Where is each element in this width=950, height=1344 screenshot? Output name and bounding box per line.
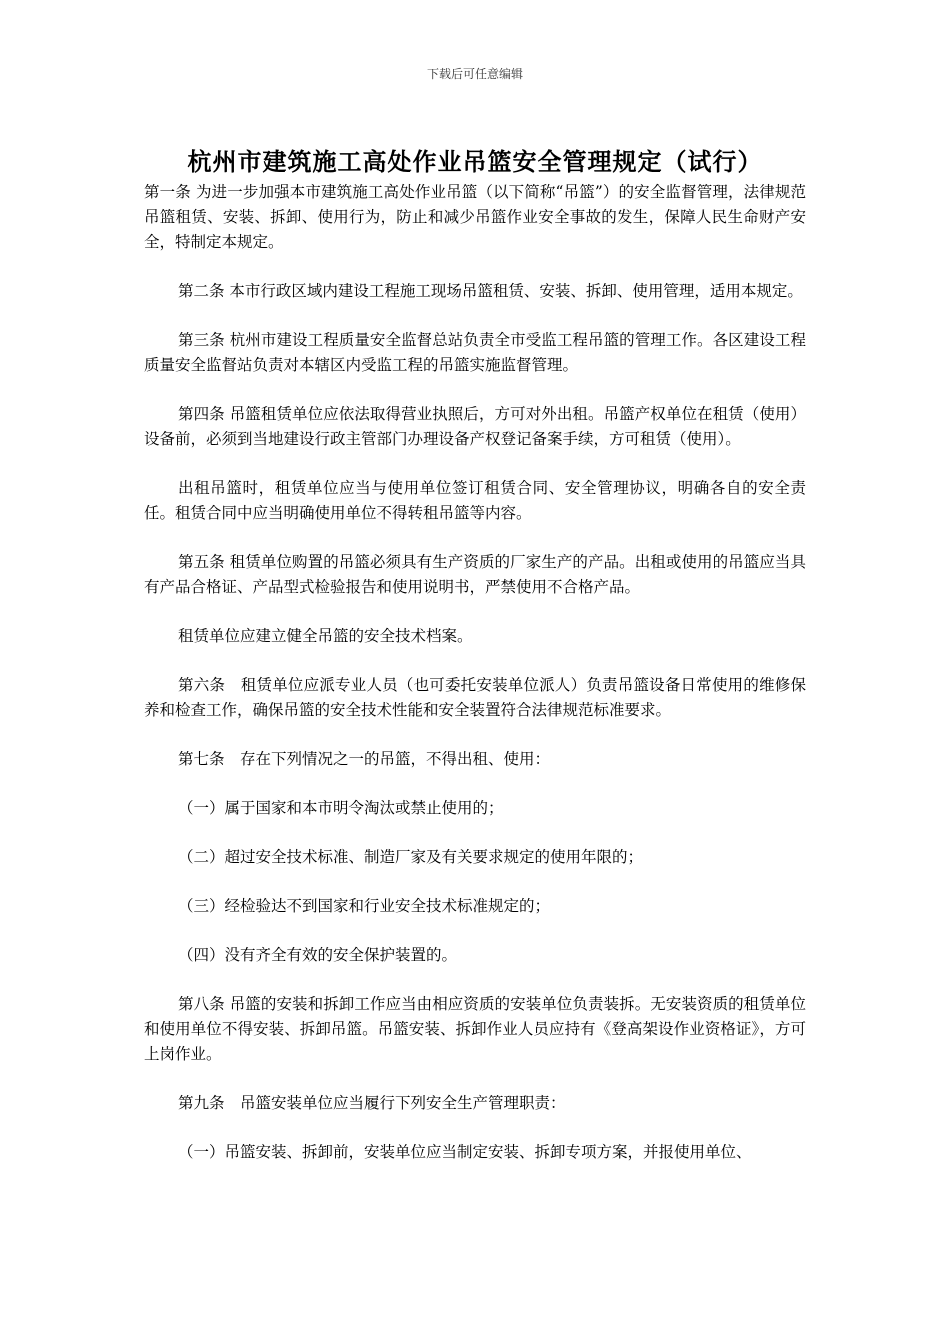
article-3: 第三条 杭州市建设工程质量安全监督总站负责全市受监工程吊篮的管理工作。各区建设工程质量安全监督站负责对本辖区内受监工程的吊篮实施监督管理。 — [144, 331, 806, 374]
document-body — [144, 180, 806, 1165]
article-7-item-1: （一）属于国家和本市明令淘汰或禁止使用的； — [178, 799, 504, 817]
article-4: 第四条 吊篮租赁单位应依法取得营业执照后，方可对外出租。吊篮产权单位在租赁（使用）设备前，必须到当地建设行政主管部门办理设备产权登记备案手续，方可租赁（使用）。 — [144, 405, 806, 448]
article-5: 第五条 租赁单位购置的吊篮必须具有生产资质的厂家生产的产品。出租或使用的吊篮应当具有产品合格证、产品型式检验报告和使用说明书，严禁使用不合格产品。 — [144, 553, 806, 596]
article-9: 第九条 吊篮安装单位应当履行下列安全生产管理职责： — [178, 1094, 566, 1112]
article-4-paragraph-2: 出租吊篮时，租赁单位应当与使用单位签订租赁合同、安全管理协议，明确各自的安全责任。租赁合同中应当明确使用单位不得转租吊篮等内容。 — [144, 479, 806, 522]
article-7-item-4: （四）没有齐全有效的安全保护装置的。 — [178, 946, 458, 964]
article-5-paragraph-2: 租赁单位应建立健全吊篮的安全技术档案。 — [178, 627, 473, 645]
article-7: 第七条 存在下列情况之一的吊篮，不得出租、使用： — [178, 750, 551, 768]
article-1: 第一条 为进一步加强本市建筑施工高处作业吊篮（以下简称“吊篮”）的安全监督管理，法律规范吊篮租赁、安装、拆卸、使用行为，防止和减少吊篮作业安全事故的发生，保障人民生命财产安全，特制定本规定。 — [144, 183, 806, 251]
document-title: 杭州市建筑施工高处作业吊篮安全管理规定（试行） — [187, 147, 763, 176]
article-9-item-1: （一）吊篮安装、拆卸前，安装单位应当制定安装、拆卸专项方案，并报使用单位、 — [178, 1143, 752, 1161]
article-7-item-3: （三）经检验达不到国家和行业安全技术标准规定的； — [178, 897, 551, 915]
article-2: 第二条 本市行政区域内建设工程施工现场吊篮租赁、安装、拆卸、使用管理，适用本规定。 — [178, 282, 803, 300]
page-header: 下载后可任意编辑 — [426, 67, 523, 81]
article-6: 第六条 租赁单位应派专业人员（也可委托安装单位派人）负责吊篮设备日常使用的维修保养和检查工作，确保吊篮的安全技术性能和安全装置符合法律规范标准要求。 — [144, 676, 806, 719]
article-7-item-2: （二）超过安全技术标准、制造厂家及有关要求规定的使用年限的； — [178, 848, 644, 866]
article-8: 第八条 吊篮的安装和拆卸工作应当由相应资质的安装单位负责装拆。无安装资质的租赁单位和使用单位不得安装、拆卸吊篮。吊篮安装、拆卸作业人员应持有《登高架设作业资格证》，方可上岗作业。 — [144, 995, 806, 1063]
